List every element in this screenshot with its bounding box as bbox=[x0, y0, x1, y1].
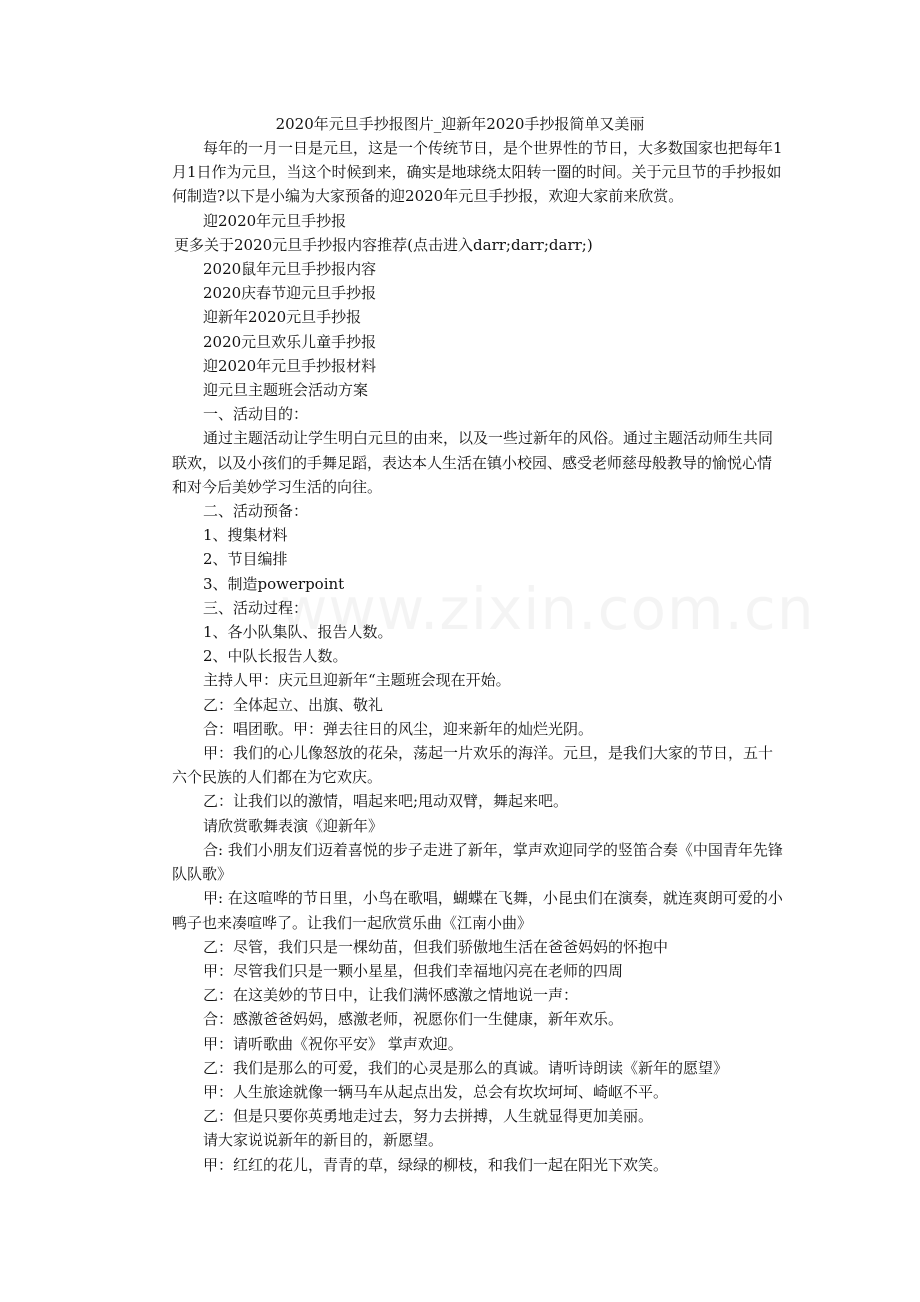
section-heading: 三、活动过程： bbox=[203, 598, 309, 617]
document-title: 2020年元旦手抄报图片_迎新年2020手抄报简单又美丽 bbox=[275, 115, 645, 133]
section-heading: 二、活动预备： bbox=[203, 502, 309, 521]
paragraph: 每年的一月一日是元旦，这是一个传统节日，是个世界性的节日，大多数国家也把每年1月1日作为元旦，当这个时候到来，确实是地球绕太阳转一圈的时间。关于元旦节的手抄报如何制造?以下是小编为大家预备的迎2020年元旦手抄报，欢迎大家前来欣赏。 bbox=[172, 139, 783, 206]
list-item: 2、节目编排 bbox=[203, 550, 288, 569]
dialogue-line: 乙：但是只要你英勇地走过去，努力去拼搏，人生就显得更加美丽。 bbox=[203, 1107, 654, 1126]
paragraph: 迎新年2020元旦手抄报 bbox=[203, 308, 362, 327]
dialogue-line: 请大家说说新年的新目的，新愿望。 bbox=[203, 1131, 444, 1150]
list-item: 2、中队长报告人数。 bbox=[203, 647, 348, 666]
paragraph: 迎元旦主题班会活动方案 bbox=[203, 381, 369, 400]
paragraph: 2020庆春节迎元旦手抄报 bbox=[203, 284, 377, 303]
dialogue-line: 合：唱团歌。甲：弹去往日的风尘，迎来新年的灿烂光阴。 bbox=[203, 719, 594, 738]
paragraph: 迎2020年元旦手抄报 bbox=[203, 211, 347, 230]
dialogue-line: 甲：我们的心儿像怒放的花朵，荡起一片欢乐的海洋。元旦，是我们大家的节日，五十六个民族的人们都在为它欢庆。 bbox=[172, 744, 774, 787]
dialogue-line: 乙：全体起立、出旗、敬礼 bbox=[203, 695, 384, 714]
dialogue-line: 甲：尽管我们只是一颗小星星，但我们幸福地闪亮在老师的四周 bbox=[203, 961, 624, 980]
dialogue-line: 合: 我们小朋友们迈着喜悦的步子走进了新年，掌声欢迎同学的竖笛合奏《中国青年先锋队队歌》 bbox=[172, 840, 783, 884]
dialogue-line: 请欣赏歌舞表演《迎新年》 bbox=[203, 816, 384, 835]
dialogue-line: 乙：让我们以的激情，唱起来吧;甩动双臂，舞起来吧。 bbox=[203, 792, 569, 811]
document-body bbox=[172, 136, 784, 1177]
paragraph: 通过主题活动让学生明白元旦的由来，以及一些过新年的风俗。通过主题活动师生共同联欢，以及小孩们的手舞足蹈，表达本人生活在镇小校园、感受老师慈母般教导的愉悦心情和对今后美妙学习生活的向往。 bbox=[172, 429, 774, 496]
section-heading: 一、活动目的： bbox=[203, 405, 309, 424]
paragraph: 更多关于2020元旦手抄报内容推荐(点击进入darr;darr;darr;) bbox=[174, 235, 593, 254]
dialogue-line: 主持人甲：庆元旦迎新年“主题班会现在开始。 bbox=[203, 671, 511, 690]
paragraph: 2020鼠年元旦手抄报内容 bbox=[203, 260, 377, 279]
dialogue-line: 甲：人生旅途就像一辆马车从起点出发，总会有坎坎坷坷、崎岖不平。 bbox=[203, 1082, 669, 1101]
paragraph: 迎2020年元旦手抄报材料 bbox=[203, 356, 377, 375]
dialogue-line: 乙：我们是那么的可爱，我们的心灵是那么的真诚。请听诗朗读《新年的愿望》 bbox=[203, 1058, 729, 1077]
dialogue-line: 合：感激爸爸妈妈，感激老师，祝愿你们一生健康，新年欢乐。 bbox=[203, 1010, 624, 1029]
dialogue-line: 乙：在这美妙的节日中，让我们满怀感激之情地说一声： bbox=[203, 986, 579, 1005]
paragraph: 2020元旦欢乐儿童手抄报 bbox=[203, 332, 377, 351]
dialogue-line: 甲：红红的花儿，青青的草，绿绿的柳枝，和我们一起在阳光下欢笑。 bbox=[203, 1155, 669, 1174]
dialogue-line: 甲：请听歌曲《祝你平安》 掌声欢迎。 bbox=[203, 1034, 463, 1053]
list-item: 1、各小队集队、报告人数。 bbox=[203, 623, 393, 642]
dialogue-line: 甲: 在这喧哗的节日里，小鸟在歌唱，蝴蝶在飞舞，小昆虫们在演奏，就连爽朗可爱的小鸭子也来凑喧哗了。让我们一起欣赏乐曲《江南小曲》 bbox=[172, 889, 783, 932]
list-item: 3、制造powerpoint bbox=[203, 574, 345, 593]
dialogue-line: 乙：尽管，我们只是一棵幼苗，但我们骄傲地生活在爸爸妈妈的怀抱中 bbox=[203, 937, 669, 956]
list-item: 1、搜集材料 bbox=[203, 526, 288, 545]
